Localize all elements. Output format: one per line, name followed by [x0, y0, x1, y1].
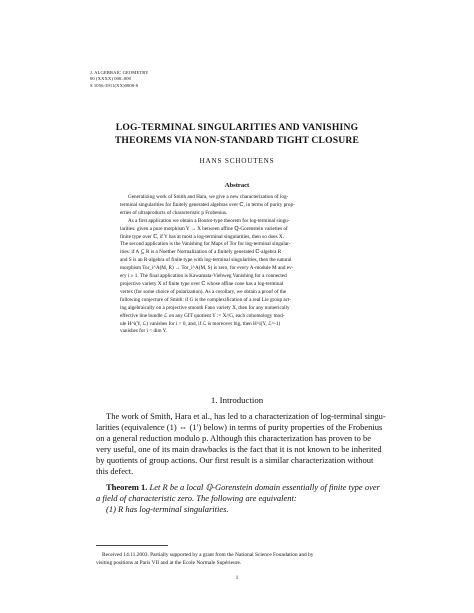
footnote-rule — [96, 545, 168, 546]
abstract-line: Generalizing work of Smith and Hara, we give a new characterization of log- — [128, 194, 289, 200]
abstract-line: vertex (for some choice of polarization). As a corollary, we obtain a proof of the — [120, 288, 287, 295]
abstract-line: effective line bundle ℒ on any GIT quotient Y := X//G, each cohomology mod- — [120, 312, 285, 319]
abstract-paragraph-2 — [120, 218, 360, 337]
theorem-label: Theorem 1. — [106, 481, 148, 492]
journal-line: 00 (XXXX) 000–000 — [90, 76, 131, 82]
title-line: LOG-TERMINAL SINGULARITIES AND VANISHING — [115, 122, 359, 133]
abstract-line: following conjecture of Smith: if G is the complexification of a real Lie group act- — [120, 296, 292, 303]
journal-line: S 1056-3911(XX)0000-0 — [90, 82, 139, 88]
footnote-line: visiting positions at Paris VII and at the Ecole Normale Supérieure. — [96, 559, 242, 566]
footnote — [96, 552, 379, 567]
theorem-text: Let R be a local ℚ-Gorenstein domain essentially of finite type over — [149, 481, 380, 492]
section-heading: 1. Introduction — [210, 395, 264, 405]
footnote-line: Received 14.11.2003. Partially supported by a grant from the National Science Foundation and by — [102, 552, 314, 558]
intro-body — [96, 411, 386, 515]
theorem-1 — [96, 482, 379, 515]
body-line: this defect. — [96, 466, 134, 477]
body-line: by quotients of group actions. Our first result is a similar characterization without — [96, 455, 374, 466]
abstract-paragraph-1 — [120, 194, 360, 218]
author: HANS SCHOUTENS — [199, 157, 275, 165]
journal-line: J. ALGEBRAIC GEOMETRY — [90, 70, 149, 75]
paper-title — [60, 122, 414, 147]
abstract-line: ing algebraically on a projective smooth Fano variety X, then for any numerically — [120, 304, 290, 311]
abstract-body — [120, 194, 360, 336]
journal-header — [90, 70, 149, 89]
body-line: very useful, one of its main drawbacks is the fact that it is not known to be inherited — [96, 444, 382, 455]
title-line: THEOREMS VIA NON-STANDARD TIGHT CLOSURE — [114, 134, 360, 146]
abstract-line: terminal singularities for finitely generated algebras over ℂ, in terms of purity prop- — [120, 201, 295, 208]
page-number: 1 — [235, 575, 239, 581]
abstract-line: erties of ultraproducts of characteristic p Frobenius. — [120, 209, 228, 216]
abstract-line: morphism Tor_i^A(M, R) → Tor_i^A(M, S) is zero, for every A-module M and ev- — [120, 265, 294, 272]
theorem-line — [96, 482, 379, 493]
abstract-line: ule H^i(Y, ℒ) vanishes for i > 0, and, if ℒ is moreover big, then H^i(Y, ℒ^-1) — [120, 320, 281, 327]
theorem-line: a field of characteristic zero. The following are equivalent: — [96, 492, 297, 503]
abstract-heading: Abstract — [224, 182, 250, 189]
abstract-line: and S is an R-algebra of finite type with log-terminal singularities, then the natural — [120, 257, 292, 264]
body-line: The work of Smith, Hara et al., has led to a characterization of log-terminal singu- — [106, 411, 386, 421]
abstract-line: The second application is the Vanishing for Maps of Tor for log-terminal singular- — [120, 241, 291, 248]
body-line: on a general reduction modulo p. Although this characterization has proven to be — [96, 433, 371, 444]
abstract-line: projective variety X of finite type over ℂ whose affine cone has a log-terminal — [120, 280, 284, 287]
abstract-line: larities: given a pure morphism Y → X between affine ℚ-Gorenstein varieties of — [120, 225, 288, 232]
abstract-line: As a first application we obtain a Boutot-type theorem for log-terminal singu- — [128, 217, 290, 224]
body-line: larities (equivalence (1) ⇔ (1′) below) in terms of purity properties of the Frobenius — [96, 422, 383, 433]
abstract-line: vanishes for i < dim Y. — [120, 328, 168, 335]
theorem-item-1: (1) R has log-terminal singularities. — [106, 503, 229, 514]
abstract-line: ities: if A ⊆ R is a Noether Normalization of a finitely generated ℂ-algebra R — [120, 249, 282, 256]
abstract-line: ery i ≥ 1. The final application is Kawamata-Viehweg Vanishing for a connected — [120, 273, 287, 280]
abstract-line: finite type over ℂ, if Y has at most a log-terminal singularities, then so does X. — [120, 233, 284, 240]
